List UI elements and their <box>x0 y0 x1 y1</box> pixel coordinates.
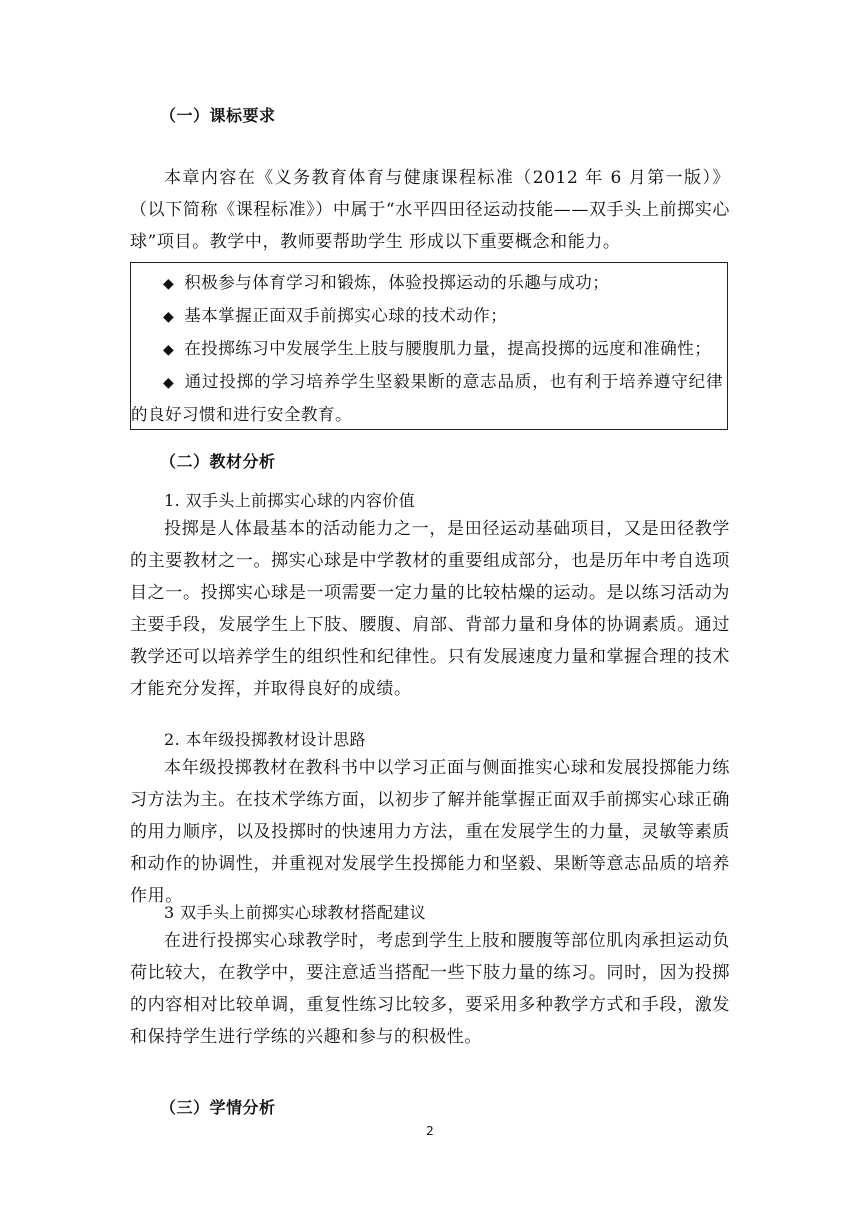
requirement-text: 积极参与体育学习和锻炼，体验投掷运动的乐趣与成功； <box>184 273 610 292</box>
section-heading-student-analysis: （三）学情分析 <box>160 1098 276 1117</box>
requirement-text: 基本掌握正面双手前掷实心球的技术动作； <box>184 306 508 325</box>
subsection-title-pairing-suggestion: 3 双手头上前掷实心球教材搭配建议 <box>164 903 427 922</box>
section-heading-material-analysis: （二）教材分析 <box>160 452 276 471</box>
design-idea-paragraph: 本年级投掷教材在教科书中以学习正面与侧面推实心球和发展投掷能力练习方法为主。在技术学练方面，以初步了解并能掌握正面双手前掷实心球正确的用力顺序，以及投掷时的快速用力方法，重在发展学生的力量，灵敏等素质和动作的协调性，并重视对发展学生投掷能力和坚毅、果断等意志品质的培养作用。 <box>130 758 730 906</box>
section-heading-curriculum: （一）课标要求 <box>160 106 276 125</box>
requirement-item <box>131 300 727 333</box>
pairing-suggestion-paragraph: 在进行投掷实心球教学时，考虑到学生上肢和腰腹等部位肌肉承担运动负荷比较大，在教学中，要注意适当搭配一些下肢力量的练习。同时，因为投掷的内容相对比较单调，重复性练习比较多，要采用多种教学方式和手段，激发和保持学生进行学练的兴趣和参与的积极性。 <box>130 931 730 1047</box>
content-value-paragraph: 投掷是人体最基本的活动能力之一，是田径运动基础项目，又是田径教学的主要教材之一。掷实心球是中学教材的重要组成部分，也是历年中考自选项目之一。投掷实心球是一项需要一定力量的比较枯燥的运动。是以练习活动为主要手段，发展学生上下肢、腰腹、肩部、背部力量和身体的协调素质。通过教学还可以培养学生的组织性和纪律性。只有发展速度力量和掌握合理的技术才能充分发挥，并取得良好的成绩。 <box>130 519 730 699</box>
requirement-item <box>131 333 727 366</box>
subsection-title-design-idea: 2. 本年级投掷教材设计思路 <box>164 730 366 749</box>
diamond-bullet-icon: ◆ <box>163 375 175 391</box>
curriculum-intro-paragraph: 本章内容在《义务教育体育与健康课程标准（2012 年 6 月第一版）》（以下简称《课程标准》）中属于“水平四田径运动技能——双手头上前掷实心球”项目。教学中，教师要帮助学生 形成以下重要概念和能力。 <box>130 168 730 252</box>
subsection-title-content-value: 1. 双手头上前掷实心球的内容价值 <box>164 491 416 510</box>
requirement-text: 在投掷练习中发展学生上肢与腰腹肌力量，提高投掷的远度和准确性； <box>184 339 712 358</box>
diamond-bullet-icon: ◆ <box>163 276 175 292</box>
diamond-bullet-icon: ◆ <box>163 342 175 358</box>
requirement-text: 通过投掷的学习培养学生坚毅果断的意志品质，也有利于培养遵守纪律的良好习惯和进行安全教育。 <box>131 372 723 424</box>
requirements-box <box>130 262 728 430</box>
diamond-bullet-icon: ◆ <box>163 309 175 325</box>
requirement-item <box>99 366 727 431</box>
page-number: 2 <box>426 1124 434 1138</box>
requirement-item <box>131 267 727 300</box>
